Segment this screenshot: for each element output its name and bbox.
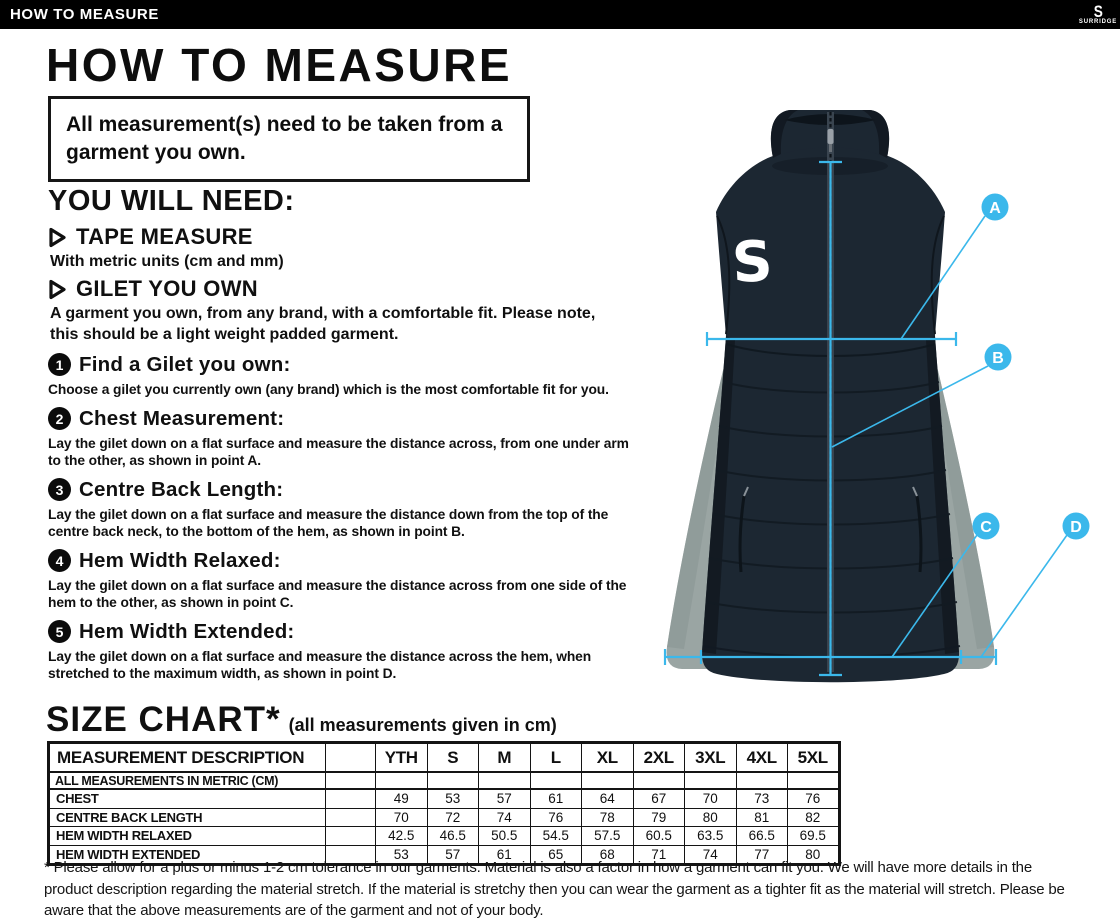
measure-point-a: [982, 194, 1009, 221]
size-chart-title: SIZE CHART*: [46, 700, 281, 739]
footnote-text: * Please allow for a plus or minus 1-2 cm tolerance in our garments. Material is also a factor in how a garment can fit you. We will have more details in the product description regarding the material stretch. If the material is stretchy then you can wear the garment as a tighter fit as the material will stretch. Please be aware that the above measurements are of the garment and not of your body.: [44, 859, 1065, 919]
cell-value: 80: [788, 845, 840, 865]
table-row-centre-back-length: [49, 808, 840, 827]
size-chart-table: [47, 741, 841, 866]
surridge-s-icon: S: [730, 229, 775, 297]
cell-value: 65: [530, 845, 582, 865]
step-description: Choose a gilet you currently own (any brand) which is the most comfortable fit for you.: [48, 382, 609, 397]
step-number-badge: 3: [48, 478, 71, 501]
cell-value: 57: [427, 845, 479, 865]
play-icon: [48, 279, 67, 300]
empty-cell: [530, 772, 582, 789]
measure-point-c: [973, 513, 1000, 540]
cell-value: 80: [685, 808, 737, 827]
empty-cell: [326, 827, 376, 846]
step-title: Chest Measurement:: [79, 406, 285, 430]
cell-value: 63.5: [685, 827, 737, 846]
cell-value: 50.5: [479, 827, 531, 846]
svg-text:B: B: [992, 349, 1004, 367]
need-item-title: GILET YOU OWN: [76, 276, 258, 301]
need-item-gilet: [48, 276, 608, 345]
header-4xl: 4XL: [736, 743, 788, 773]
empty-cell: [326, 808, 376, 827]
brand-logo: [1079, 0, 1117, 29]
row-label: CENTRE BACK LENGTH: [49, 808, 326, 827]
cell-value: 82: [788, 808, 840, 827]
cell-value: 61: [479, 845, 531, 865]
cell-value: 73: [736, 789, 788, 808]
table-row-chest: [49, 789, 840, 808]
step-hem-width-extended: [48, 619, 636, 682]
play-icon: [48, 227, 67, 248]
header-2xl: 2XL: [633, 743, 685, 773]
brand-name: SURRIDGE: [1078, 18, 1117, 25]
table-header-row: [49, 743, 840, 773]
cell-value: 74: [685, 845, 737, 865]
svg-text:A: A: [989, 199, 1001, 217]
cell-value: 53: [376, 845, 428, 865]
cell-value: 71: [633, 845, 685, 865]
cell-value: 67: [633, 789, 685, 808]
empty-cell: [685, 772, 737, 789]
empty-cell: [326, 789, 376, 808]
table-row-hem-width-relaxed: [49, 827, 840, 846]
metric-note: ALL MEASUREMENTS IN METRIC (CM): [49, 772, 326, 789]
notice-box: [48, 96, 530, 182]
you-will-need-list: [48, 224, 608, 349]
step-centre-back-length: [48, 477, 636, 540]
empty-cell: [633, 772, 685, 789]
step-chest-measurement: [48, 406, 636, 469]
cell-value: 53: [427, 789, 479, 808]
cell-value: 72: [427, 808, 479, 827]
empty-cell: [427, 772, 479, 789]
steps-list: [48, 352, 636, 690]
empty-cell: [788, 772, 840, 789]
cell-value: 57: [479, 789, 531, 808]
header-blank: [326, 743, 376, 773]
cell-value: 69.5: [788, 827, 840, 846]
top-bar-title: HOW TO MEASURE: [10, 6, 159, 23]
step-find-gilet: [48, 352, 636, 398]
step-hem-width-relaxed: [48, 548, 636, 611]
step-number-badge: 1: [48, 353, 71, 376]
cell-value: 46.5: [427, 827, 479, 846]
step-number-badge: 4: [48, 549, 71, 572]
header-5xl: 5XL: [788, 743, 840, 773]
empty-cell: [376, 772, 428, 789]
gilet-illustration: [628, 104, 1120, 724]
metric-note-row: [49, 772, 840, 789]
top-bar: [0, 0, 1120, 29]
surridge-s-icon: S: [1093, 1, 1103, 21]
header-s: S: [427, 743, 479, 773]
need-item-title: TAPE MEASURE: [76, 224, 253, 249]
page-title: HOW TO MEASURE: [46, 39, 513, 91]
cell-value: 76: [788, 789, 840, 808]
size-chart-subtitle: (all measurements given in cm): [288, 715, 557, 735]
gilet-measurement-diagram: [628, 104, 1120, 724]
header-m: M: [479, 743, 531, 773]
cell-value: 66.5: [736, 827, 788, 846]
step-description: Lay the gilet down on a flat surface and measure the distance across from one side of the hem to the other, as shown in point C.: [48, 578, 627, 610]
zipper-pull: [828, 129, 834, 144]
row-label: HEM WIDTH RELAXED: [49, 827, 326, 846]
need-item-description: With metric units (cm and mm): [50, 253, 284, 270]
cell-value: 76: [530, 808, 582, 827]
measure-point-b: [985, 344, 1012, 371]
need-item-tape-measure: [48, 224, 608, 272]
step-title: Hem Width Extended:: [79, 619, 295, 643]
you-will-need-heading: YOU WILL NEED:: [48, 185, 295, 217]
cell-value: 70: [376, 808, 428, 827]
empty-cell: [736, 772, 788, 789]
cell-value: 61: [530, 789, 582, 808]
cell-value: 79: [633, 808, 685, 827]
cell-value: 68: [582, 845, 634, 865]
svg-text:C: C: [980, 518, 992, 536]
cell-value: 78: [582, 808, 634, 827]
cell-value: 57.5: [582, 827, 634, 846]
header-yth: YTH: [376, 743, 428, 773]
empty-cell: [582, 772, 634, 789]
cell-value: 77: [736, 845, 788, 865]
cell-value: 42.5: [376, 827, 428, 846]
step-title: Hem Width Relaxed:: [79, 548, 281, 572]
empty-cell: [326, 772, 376, 789]
step-title: Centre Back Length:: [79, 477, 284, 501]
cell-value: 70: [685, 789, 737, 808]
step-number-badge: 5: [48, 620, 71, 643]
step-description: Lay the gilet down on a flat surface and measure the distance across the hem, when stretched to the maximum width, as shown in point D.: [48, 649, 592, 681]
step-description: Lay the gilet down on a flat surface and measure the distance across, from one under arm to the other, as shown in point A.: [48, 436, 629, 468]
cell-value: 60.5: [633, 827, 685, 846]
need-item-description: A garment you own, from any brand, with a comfortable fit. Please note, this should be a light weight padded garment.: [50, 305, 596, 343]
svg-text:D: D: [1070, 518, 1082, 536]
row-label: HEM WIDTH EXTENDED: [49, 845, 326, 865]
cell-value: 74: [479, 808, 531, 827]
step-number-badge: 2: [48, 407, 71, 430]
measure-point-d: [1063, 513, 1090, 540]
cell-value: 49: [376, 789, 428, 808]
step-title: Find a Gilet you own:: [79, 352, 291, 376]
row-label: CHEST: [49, 789, 326, 808]
header-l: L: [530, 743, 582, 773]
header-xl: XL: [582, 743, 634, 773]
cell-value: 54.5: [530, 827, 582, 846]
size-chart-heading: [46, 700, 557, 740]
header-3xl: 3XL: [685, 743, 737, 773]
step-description: Lay the gilet down on a flat surface and measure the distance down from the top of the centre back neck, to the bottom of the hem, as shown in point B.: [48, 507, 609, 539]
empty-cell: [479, 772, 531, 789]
notice-text: All measurement(s) need to be taken from a garment you own.: [66, 113, 503, 164]
cell-value: 64: [582, 789, 634, 808]
header-measurement-description: MEASUREMENT DESCRIPTION: [49, 743, 326, 773]
cell-value: 81: [736, 808, 788, 827]
